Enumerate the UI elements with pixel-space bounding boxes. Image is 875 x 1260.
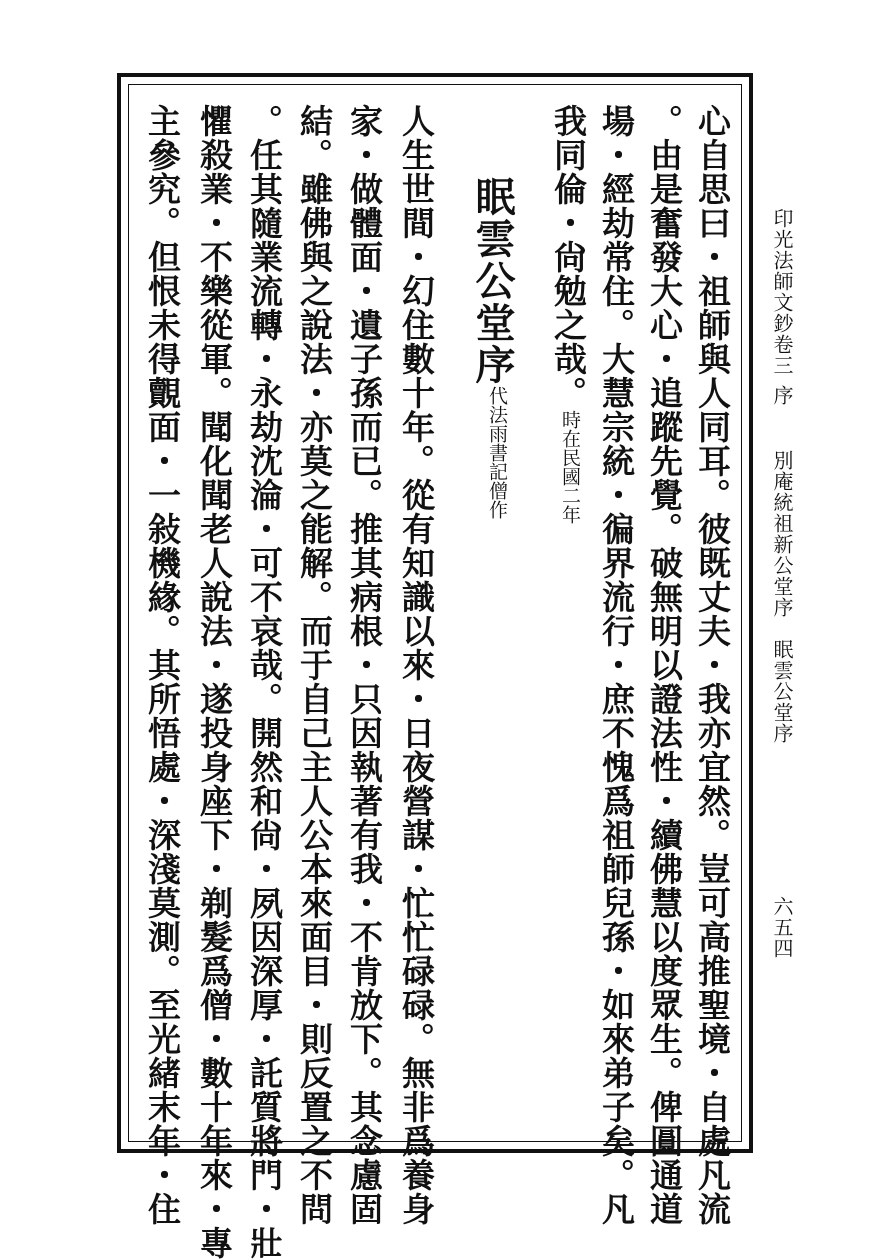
page-number: 六五四: [770, 896, 794, 959]
text-column-8: 結。雖佛與之說法・亦莫之能解。而于自己主人公本來面目・則反置之不問: [295, 104, 334, 1226]
header-book-title: 印光法師文鈔卷三: [770, 208, 794, 376]
date-note: 時在民國二年: [559, 410, 581, 524]
text-column-9: 。任其隨業流轉・永劫沈淪・可不哀哉。開然和尙・夙因深厚・託質將門・壯: [245, 104, 284, 1260]
header-essay-titles: 別庵統祖新公堂序 眠雲公堂序: [770, 450, 794, 744]
text-column-2: 。由是奮發大心・追蹤先覺。破無明以證法性・續佛慧以度眾生。俾圓通道: [645, 104, 684, 1226]
text-column-3: 場・經劫常住。大慧宗統・徧界流行・庶不愧爲祖師兒孫・如來弟子矣。凡: [597, 104, 636, 1226]
text-column-7: 家・做體面・遺子孫而已。推其病根・只因執著有我・不肯放下。其念慮固: [345, 104, 384, 1226]
text-column-6: 人生世間・幻住數十年。從有知識以來・日夜營謀・忙忙碌碌。無非爲養身: [397, 104, 436, 1226]
header-section: 序: [770, 385, 794, 406]
text-column-11: 主參究。但恨未得覿面・一敍機緣。其所悟處・深淺莫測。至光緒末年・住: [143, 104, 182, 1226]
text-column-10: 懼殺業・不樂從軍。聞化聞老人說法・遂投身座下・剃髮爲僧・數十年來・專: [195, 104, 234, 1260]
text-column-1: 心自思曰・祖師與人同耳。彼既丈夫・我亦宜然。豈可高推聖境・自處凡流: [693, 104, 732, 1226]
author-note: 代法雨書記僧作: [486, 386, 508, 519]
text-column-4: 我同倫・尙勉之哉。: [549, 104, 588, 410]
essay-title: 眠雲公堂序: [469, 176, 516, 386]
